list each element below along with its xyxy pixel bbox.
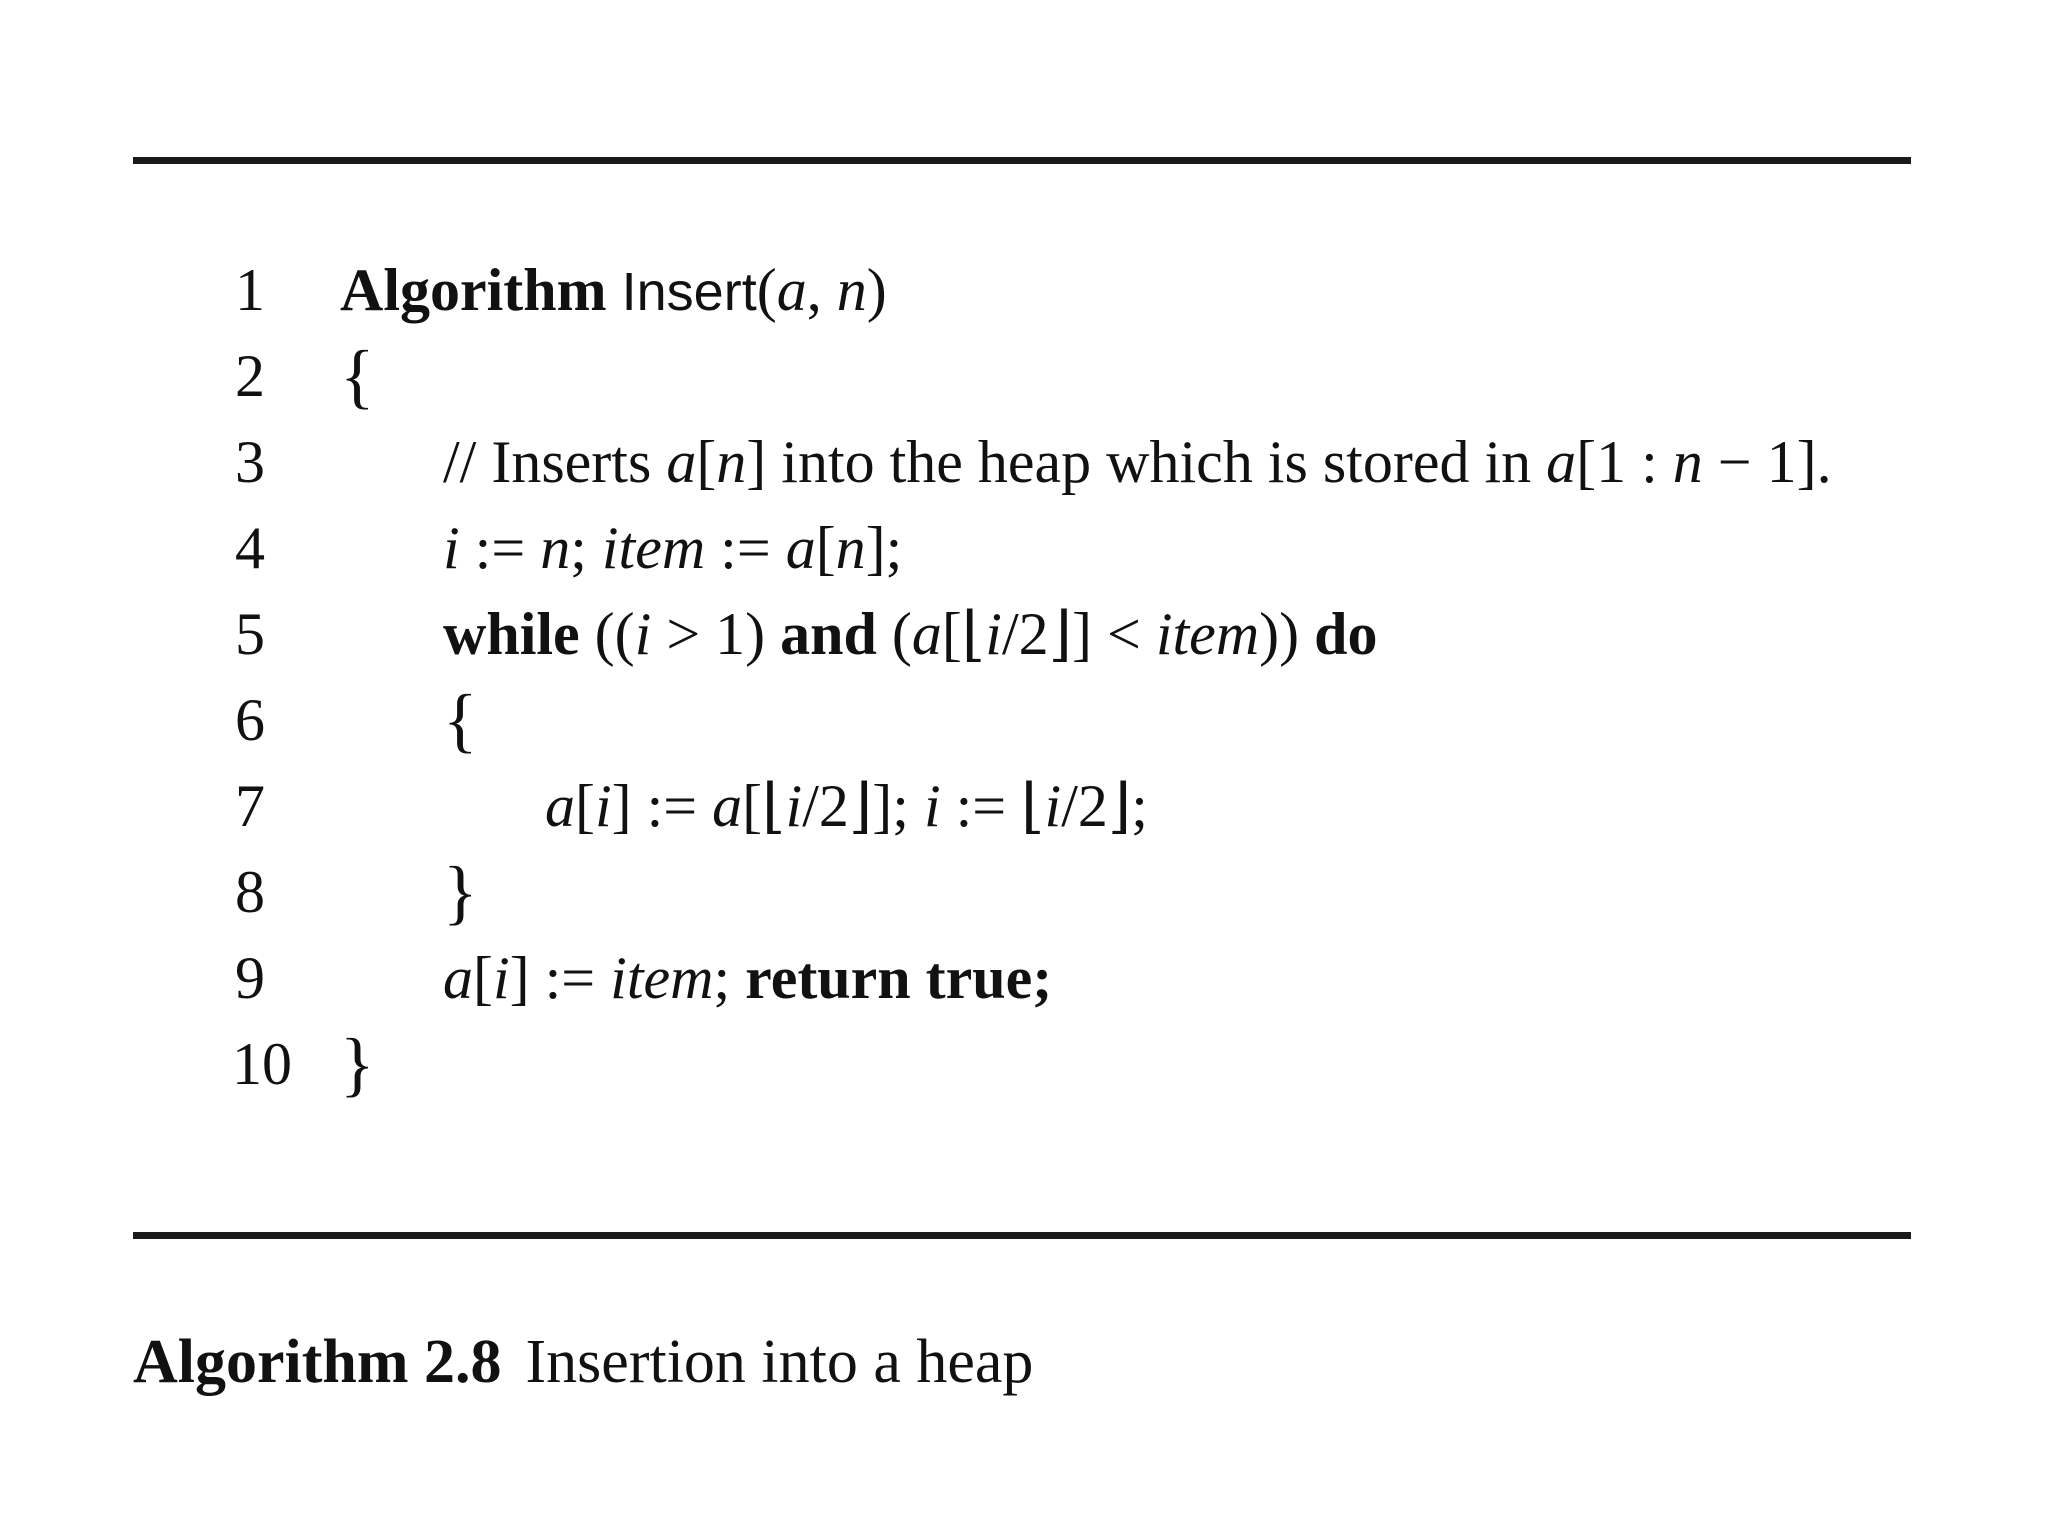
comment-text: // Inserts (443, 429, 667, 495)
floor-open: [⌊ (742, 773, 786, 839)
comment-text: into the heap which is stored in (766, 429, 1547, 495)
open-brace: { (340, 336, 375, 416)
bracket: [ (575, 773, 595, 839)
bracket: [ (815, 515, 836, 581)
while-statement (443, 594, 1378, 674)
var-a: a (712, 773, 743, 839)
line-number: 1 (235, 257, 265, 323)
var-item: item (601, 515, 706, 581)
var-i: i (985, 601, 1002, 667)
operator: := ⌊ (940, 773, 1045, 839)
line-number: 9 (235, 945, 265, 1011)
var-a: a (666, 429, 697, 495)
keyword-return: return true; (745, 945, 1053, 1011)
line-number: 3 (235, 429, 265, 495)
var-i: i (634, 601, 652, 667)
keyword-do: do (1314, 601, 1378, 667)
var-a: a (911, 601, 942, 667)
comparison: /2⌋] < (1001, 601, 1156, 667)
line-number: 7 (235, 773, 265, 839)
algorithm-name: Insert (621, 262, 757, 322)
close-brace: } (340, 1024, 375, 1104)
comment (443, 422, 1832, 502)
var-a: a (785, 515, 816, 581)
bracket: ] (746, 429, 767, 495)
var-n: n (835, 515, 866, 581)
operator: ] := (509, 945, 611, 1011)
range: − 1]. (1702, 429, 1832, 495)
bracket: [ (473, 945, 493, 1011)
algorithm-header (340, 250, 887, 332)
semicolon: ; (713, 945, 746, 1011)
var-n: n (836, 257, 867, 323)
var-a: a (545, 773, 575, 839)
open-brace: { (443, 680, 478, 760)
paren: ) (866, 257, 887, 323)
assignment-statement (443, 508, 902, 588)
var-a: a (776, 257, 807, 323)
floor-close: /2⌋]; (802, 773, 924, 839)
var-n: n (1672, 429, 1703, 495)
bottom-rule (133, 1232, 1911, 1239)
range: [1 : (1576, 429, 1673, 495)
var-a: a (443, 945, 473, 1011)
line-number: 8 (235, 859, 265, 925)
paren: ( (756, 257, 777, 323)
caption-text: Insertion into a heap (525, 1328, 1034, 1396)
var-i: i (443, 515, 460, 581)
comma: , (806, 257, 837, 323)
operator: := (459, 515, 541, 581)
figure-caption (133, 1322, 1033, 1402)
paren: )) (1259, 601, 1315, 667)
var-i: i (785, 773, 803, 839)
var-i: i (1044, 773, 1062, 839)
semicolon: ; (570, 515, 602, 581)
operator: := (705, 515, 786, 581)
var-item: item (1155, 601, 1260, 667)
bracket: ]; (865, 515, 903, 581)
var-n: n (716, 429, 747, 495)
paren: (( (579, 601, 635, 667)
bracket: [ (696, 429, 717, 495)
close-brace: } (443, 852, 478, 932)
paren: ( (876, 601, 912, 667)
var-i: i (594, 773, 612, 839)
line-number: 4 (235, 515, 265, 581)
keyword-algorithm: Algorithm (340, 257, 607, 323)
var-i: i (492, 945, 510, 1011)
line-number: 10 (232, 1031, 292, 1097)
line-number: 6 (235, 687, 265, 753)
var-a: a (1546, 429, 1577, 495)
keyword-and: and (780, 601, 877, 667)
line-number: 5 (235, 601, 265, 667)
comparison: > 1) (651, 601, 781, 667)
var-n: n (540, 515, 571, 581)
var-i: i (923, 773, 941, 839)
var-item: item (610, 945, 714, 1011)
return-statement (443, 938, 1052, 1018)
caption-label: Algorithm 2.8 (133, 1328, 502, 1396)
floor-open: [⌊ (941, 601, 986, 667)
operator: ] := (611, 773, 713, 839)
keyword-while: while (443, 601, 580, 667)
line-number: 2 (235, 343, 265, 409)
loop-body-statement (545, 766, 1148, 846)
floor-close: /2⌋; (1061, 773, 1148, 839)
